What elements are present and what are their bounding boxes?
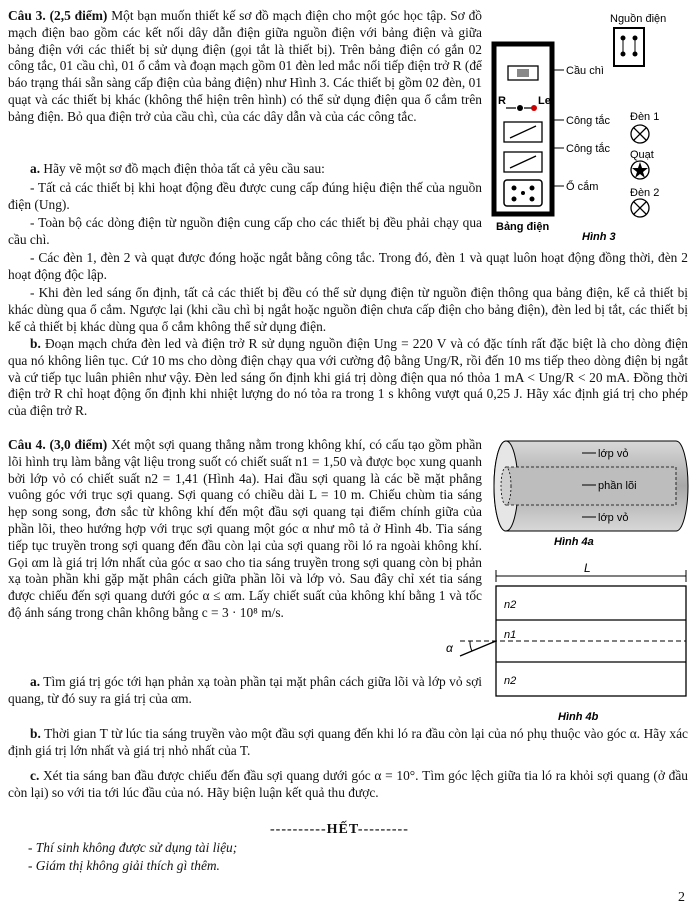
q4-c-text: Xét tia sáng ban đầu được chiếu đến đầu sợi quang dưới góc α = 10°. Tìm góc lệch giữa tia ló ra khỏi sợi quang (ở đầu còn lại) so với tia tới lúc đầu của nó. Hãy biện luận kết quả thu được.: [8, 768, 688, 800]
q3-a-label: a.: [30, 161, 41, 176]
q3-a-item-1: - Tất cả các thiết bị khi hoạt động đều được cung cấp đúng hiệu điện thế của nguồn điện (Ung).: [8, 180, 482, 212]
fig4b-length: L: [584, 561, 591, 575]
fig3-caption: Hình 3: [582, 231, 616, 243]
fig4b-n2-bottom: n2: [504, 675, 517, 687]
q4-part-c: [8, 768, 688, 802]
fig3-lamp2-label: Đèn 2: [630, 187, 660, 199]
fig3-fan-label: Quạt: [630, 149, 654, 161]
fig4a-core: phần lõi: [598, 480, 637, 492]
q4-part-a: [8, 674, 482, 708]
fig4b-n2-top: n2: [504, 599, 517, 611]
fig4a-caption: Hình 4a: [554, 536, 594, 548]
figure-4b: [440, 560, 696, 726]
figure-4a: [486, 433, 696, 548]
fig3-lamp1-label: Đèn 1: [630, 111, 660, 123]
fig4b-alpha: α: [446, 641, 453, 655]
fig3-source-label: Nguồn điện: [610, 13, 667, 25]
fig3-fuse-label: Cầu chì: [566, 65, 604, 77]
q4-b-text: Thời gian T từ lúc tia sáng truyền vào một đầu sợi quang đến khi ló ra đầu còn lại của nó phụ thuộc vào góc α. Hãy xác định giá trị lớn nhất và giá trị nhỏ nhất của T.: [8, 726, 689, 758]
fig3-switch1-label: Công tắc: [566, 115, 611, 127]
fig3-r-label: R: [498, 95, 506, 107]
q3-part-b: [8, 336, 688, 420]
q3-a-item-4: - Khi đèn led sáng ổn định, tất cả các thiết bị đều có thể sử dụng điện từ nguồn điện thông qua bảng điện, kể cả thiết bị khác dùng qua ổ cắm. Ngược lại (khi cầu chì bị ngắt hoặc nguồn điện chưa cấp điện cho bảng điện), đèn led bị tắt, các thiết bị kể cả thiết bị khác dùng qua ổ cắm không thể sử dụng điện.: [8, 285, 688, 334]
q4-part-b: [8, 726, 688, 760]
q3-heading: Câu 3. (2,5 điểm): [8, 8, 108, 23]
q4-c-label: c.: [30, 768, 40, 783]
q4-a-text: Tìm giá trị góc tới hạn phản xạ toàn phần tại mặt phân cách giữa lõi và lớp vỏ sợi quang, từ đó suy ra giá trị của αm.: [8, 674, 482, 706]
q3-a-item-3: - Các đèn 1, đèn 2 và quạt được đóng hoặc ngắt bằng công tắc. Trong đó, đèn 1 và quạt luôn hoạt động đồng thời, đèn 2 hoạt động độc lập.: [8, 250, 688, 282]
footer-note-2: - Giám thị không giải thích gì thêm.: [28, 858, 220, 873]
end-marker: ----------HẾT---------: [270, 822, 409, 837]
q3-a-text: Hãy vẽ một sơ đồ mạch điện thỏa tất cả yêu cầu sau:: [43, 161, 325, 176]
footer-note-1: - Thí sinh không được sử dụng tài liệu;: [28, 840, 238, 855]
q4-intro: [8, 437, 482, 622]
fig3-board-label: Bảng điện: [496, 221, 550, 233]
page-number: 2: [678, 890, 685, 905]
q4-a-label: a.: [30, 674, 41, 689]
figure-3: [486, 8, 696, 248]
q4-heading: Câu 4. (3,0 điểm): [8, 437, 108, 452]
q3-intro: [8, 8, 482, 126]
fig4a-shell-top: lớp vỏ: [598, 448, 629, 460]
fig3-switch2-label: Công tắc: [566, 143, 611, 155]
q4-intro-text: Xét một sợi quang thẳng nằm trong không khí, có cấu tạo gồm phần lõi hình trụ làm bằng vật liệu trong suốt có chiết suất n1 = 1,50 và được bọc xung quanh bởi lớp vỏ có chiết suất n2 = 1,41 (Hình 4a). Hai đầu sợi quang là các bề mặt phẳng vuông góc với trục sợi quang. Sợi quang có chiều dài L = 10 m. Chiếu chùm tia sáng hẹp song song, đơn sắc từ không khí đến một đầu sợi quang tại điểm chính giữa của phần lõi, theo hướng hợp với trục sợi quang một góc α như mô tả ở Hình 4b. Tia sáng tiếp tục truyền trong sợi quang đến đầu còn lại của sợi quang rồi ló ra ngoài không khí. Gọi αm là giá trị lớn nhất của góc α sao cho tia sáng truyền trong sợi quang còn bị phản xạ toàn phần khi gặp mặt phân cách giữa phần lõi và lớp vỏ. Sau đây chỉ xét tia sáng được chiếu đến sợi quang dưới góc α ≤ αm. Lấy chiết suất của không khí bằng 1 và tốc độ ánh sáng trong chân không bằng c = 3 · 10⁸ m/s.: [8, 437, 482, 620]
fig3-led-label: Le: [538, 95, 551, 107]
q3-intro-text: Một bạn muốn thiết kế sơ đồ mạch điện cho một góc học tập. Sơ đồ mạch điện bao gồm các kết nối dây dẫn điện giữa nguồn điện với bảng điện và giữa bảng điện với các thiết bị sử dụng điện (gọi tắt là thiết bị). Trên bảng điện có gắn 02 công tắc, 01 cầu chì, 01 ổ cắm và đoạn mạch gồm 01 đèn led mắc nối tiếp điện trở R (để báo trạng thái sẵn sàng cấp điện của bảng điện) như Hình 3. Các thiết bị gồm 02 đèn, 01 quạt và các thiết bị khác (không thể hiện trên hình) có thể sử dụng điện qua ổ cắm trên bảng điện. Bỏ qua điện trở của cầu chì, của các dây dẫn và của các công tắc.: [8, 8, 482, 124]
fig3-socket-label: Ổ cắm: [566, 181, 599, 193]
q3-b-text: Đoạn mạch chứa đèn led và điện trở R sử dụng nguồn điện Ung = 220 V và có đặc tính rất đặc biệt là cho dòng điện qua nó không liên tục. Cứ 10 ms cho dòng điện chạy qua với cường độ bằng Ung/R, rồi đến 10 ms tiếp theo dòng điện bị ngắt và cứ tiếp tục luân phiên như vậy. Đèn led sáng ổn định khi giá trị dòng điện qua nó thỏa 1 mA < Ung/R < 20 mA. Đồng thời điện trở R chỉ hoạt động ổn định khi nhiệt lượng do nó tỏa ra trong 1 s không vượt quá 0,25 J. Hãy xác định giá trị cho phép của điện trở R.: [8, 336, 688, 419]
fig4b-caption: Hình 4b: [558, 711, 599, 723]
q3-a-item-2: - Toàn bộ các dòng điện từ nguồn điện cung cấp cho các thiết bị đều phải chạy qua cầu chì.: [8, 215, 482, 247]
fig4a-shell-bottom: lớp vỏ: [598, 512, 629, 524]
q3-b-label: b.: [30, 336, 41, 351]
q3-part-a: [30, 161, 482, 178]
q4-b-label: b.: [30, 726, 41, 741]
fig4b-n1: n1: [504, 629, 517, 641]
